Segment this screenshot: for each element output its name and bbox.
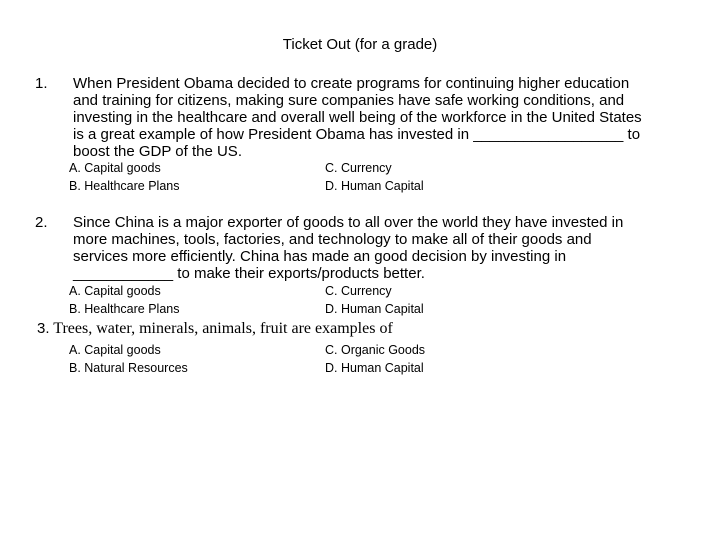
question-number: 3. xyxy=(37,320,50,337)
question-text-line: and training for citizens, making sure companies have safe working conditions, and xyxy=(73,92,625,109)
answer-option-c: C. Organic Goods xyxy=(325,343,426,357)
question-text-line: investing in the healthcare and overall well being of the workforce in the United States xyxy=(73,109,642,126)
question-text-line: more machines, tools, factories, and technology to make all of their goods and xyxy=(73,231,592,248)
answer-option-d: D. Human Capital xyxy=(325,179,424,193)
question-number: 1. xyxy=(35,75,48,92)
answer-option-b: B. Healthcare Plans xyxy=(69,302,180,316)
answer-option-d: D. Human Capital xyxy=(325,361,424,375)
answer-option-a: A. Capital goods xyxy=(69,284,161,298)
question-text-line: Since China is a major exporter of goods to all over the world they have invested in xyxy=(73,214,624,231)
answer-option-b: B. Healthcare Plans xyxy=(69,179,180,193)
question-text-line: boost the GDP of the US. xyxy=(73,143,242,160)
page-title: Ticket Out (for a grade) xyxy=(282,36,438,53)
question-number: 2. xyxy=(35,214,48,231)
answer-option-b: B. Natural Resources xyxy=(69,361,188,375)
answer-option-a: A. Capital goods xyxy=(69,161,161,175)
question-text-line: Trees, water, minerals, animals, fruit are examples of xyxy=(53,320,393,337)
question-text-line: When President Obama decided to create programs for continuing higher education xyxy=(73,75,630,92)
question-text-line: is a great example of how President Obama has invested in __________________ to xyxy=(73,126,641,143)
answer-option-c: C. Currency xyxy=(325,284,392,298)
answer-option-c: C. Currency xyxy=(325,161,392,175)
question-text xyxy=(37,320,393,338)
question-text-line: services more efficiently. China has made an good decision by investing in xyxy=(73,248,567,265)
question-text-line: ____________ to make their exports/products better. xyxy=(73,265,425,282)
answer-option-a: A. Capital goods xyxy=(69,343,161,357)
answer-option-d: D. Human Capital xyxy=(325,302,424,316)
